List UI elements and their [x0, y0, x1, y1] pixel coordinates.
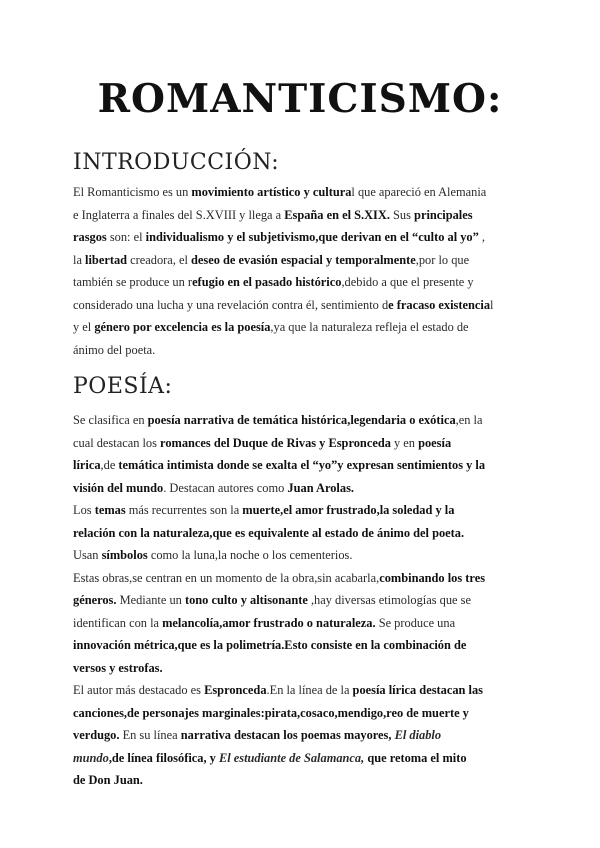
emphasis-text: visión del mundo	[73, 480, 164, 495]
text-line	[73, 181, 533, 204]
emphasis-text: género por excelencia es la poesía	[94, 320, 271, 334]
text-line	[73, 544, 533, 567]
body-text: ,en la	[455, 413, 483, 427]
text-line	[73, 589, 533, 612]
section-heading-introduccion: INTRODUCCIÓN:	[73, 150, 280, 175]
body-text: Se clasifica en	[73, 413, 148, 427]
emphasis-text: innovación métrica,que es la polimetría.Esto consiste en la combinación de	[73, 638, 467, 652]
body-text: Se produce una	[375, 615, 456, 630]
emphasis-text: temas	[94, 503, 126, 517]
body-text: ,debido a que el presente y	[341, 275, 474, 289]
body-text: Sus	[389, 207, 415, 222]
emphasis-text: individualismo y el subjetivismo,que derivan en el “culto al yo”	[145, 230, 479, 244]
body-text: ánimo del poeta.	[73, 342, 156, 357]
emphasis-text: mundo	[73, 750, 109, 765]
emphasis-text: deseo de evasión espacial y temporalmente	[191, 252, 416, 267]
body-text: más recurrentes son la	[125, 503, 243, 517]
body-text: ,hay diversas etimologías que se	[307, 593, 471, 607]
body-text: En su línea	[119, 728, 181, 742]
emphasis-text: ,de línea filosófica, y	[108, 750, 219, 765]
page-title: ROMANTICISMO:	[97, 76, 503, 122]
body-text: y en	[390, 435, 419, 450]
text-line	[73, 522, 533, 545]
emphasis-text: libertad	[85, 252, 128, 267]
text-line	[73, 409, 533, 432]
body-text: considerado una lucha y una revelación contra él, sentimiento d	[73, 297, 389, 312]
body-text: ,	[478, 230, 486, 244]
emphasis-text: canciones,de personajes marginales:pirata,cosaco,mendigo,reo de muerte y	[73, 705, 469, 720]
body-text: y el	[73, 320, 95, 334]
intro-paragraph	[73, 181, 533, 361]
text-line	[73, 294, 533, 317]
emphasis-text: lírica	[73, 458, 101, 472]
body-text: son: el	[106, 230, 146, 244]
text-line	[73, 339, 533, 362]
body-text: Usan	[73, 548, 102, 562]
text-line	[73, 724, 533, 747]
body-text: Mediante un	[116, 593, 185, 607]
emphasis-text: El estudiante de Salamanca,	[218, 750, 365, 765]
text-line	[73, 657, 533, 680]
text-line	[73, 747, 533, 770]
body-text: l	[490, 297, 494, 312]
text-line	[73, 477, 533, 500]
body-text: El autor más destacado es	[73, 683, 205, 697]
emphasis-text: romances del Duque de Rivas y Espronceda	[160, 435, 391, 450]
text-line	[73, 204, 533, 227]
emphasis-text: poesía	[418, 435, 452, 450]
body-text: Estas obras,se centran en un momento de la obra,sin acabarla,	[73, 570, 380, 585]
text-line	[73, 567, 533, 590]
emphasis-text: narrativa destacan los poemas mayores,	[180, 728, 395, 742]
body-text: cual destacan los	[73, 435, 161, 450]
text-line	[73, 454, 533, 477]
emphasis-text: géneros.	[73, 593, 117, 607]
text-line	[73, 432, 533, 455]
emphasis-text: de Don Juan.	[73, 773, 143, 787]
text-line	[73, 769, 533, 792]
emphasis-text: Juan Arolas.	[287, 480, 354, 495]
text-line	[73, 634, 533, 657]
emphasis-text: efugio en el pasado histórico	[192, 275, 342, 289]
emphasis-text: El diablo	[394, 728, 442, 742]
emphasis-text: combinando los tres	[379, 570, 486, 585]
body-text: ,de	[100, 458, 119, 472]
body-text: l que apareció en Alemania	[351, 185, 487, 199]
emphasis-text: símbolos	[101, 548, 148, 562]
text-line	[73, 249, 533, 272]
text-line	[73, 702, 533, 725]
emphasis-text: que retoma el mito	[364, 750, 467, 765]
text-line	[73, 271, 533, 294]
body-text: ,ya que la naturaleza refleja el estado de	[270, 320, 469, 334]
emphasis-text: principales	[414, 207, 473, 222]
body-text: creadora, el	[127, 252, 192, 267]
text-line	[73, 316, 533, 339]
poesia-paragraph	[73, 409, 533, 792]
body-text: como la luna,la noche o los cementerios.	[147, 548, 353, 562]
body-text: Los	[73, 503, 95, 517]
emphasis-text: e fracaso existencia	[388, 297, 491, 312]
emphasis-text: verdugo.	[73, 728, 120, 742]
emphasis-text: rasgos	[73, 230, 107, 244]
text-line	[73, 679, 533, 702]
emphasis-text: relación con la naturaleza,que es equivalente al estado de ánimo del poeta.	[73, 525, 465, 540]
emphasis-text: melancolía,amor frustrado o naturaleza.	[162, 615, 376, 630]
emphasis-text: poesía narrativa de temática histórica,legendaria o exótica	[147, 413, 456, 427]
emphasis-text: temática intimista donde se exalta el “yo”y expresan sentimientos y la	[118, 458, 486, 472]
emphasis-text: muerte,el amor frustrado,la soledad y la	[242, 503, 455, 517]
body-text: El Romanticismo es un	[73, 185, 192, 199]
text-line	[73, 612, 533, 635]
emphasis-text: movimiento artístico y cultura	[191, 185, 352, 199]
emphasis-text: versos y estrofas.	[73, 660, 163, 675]
section-heading-poesia: POESÍA:	[73, 374, 173, 399]
emphasis-text: España en el S.XIX.	[284, 207, 390, 222]
text-line	[73, 226, 533, 249]
emphasis-text: Espronceda	[204, 683, 267, 697]
body-text: también se produce un r	[73, 275, 193, 289]
emphasis-text: poesía lírica destacan las	[352, 683, 483, 697]
text-line	[73, 499, 533, 522]
body-text: identifican con la	[73, 615, 163, 630]
body-text: . Destacan autores como	[163, 480, 288, 495]
body-text: e Inglaterra a finales del S.XVIII y llega a	[73, 207, 285, 222]
body-text: ,por lo que	[415, 252, 470, 267]
body-text: la	[73, 252, 86, 267]
body-text: .En la línea de la	[266, 683, 353, 697]
emphasis-text: tono culto y altisonante	[184, 593, 308, 607]
